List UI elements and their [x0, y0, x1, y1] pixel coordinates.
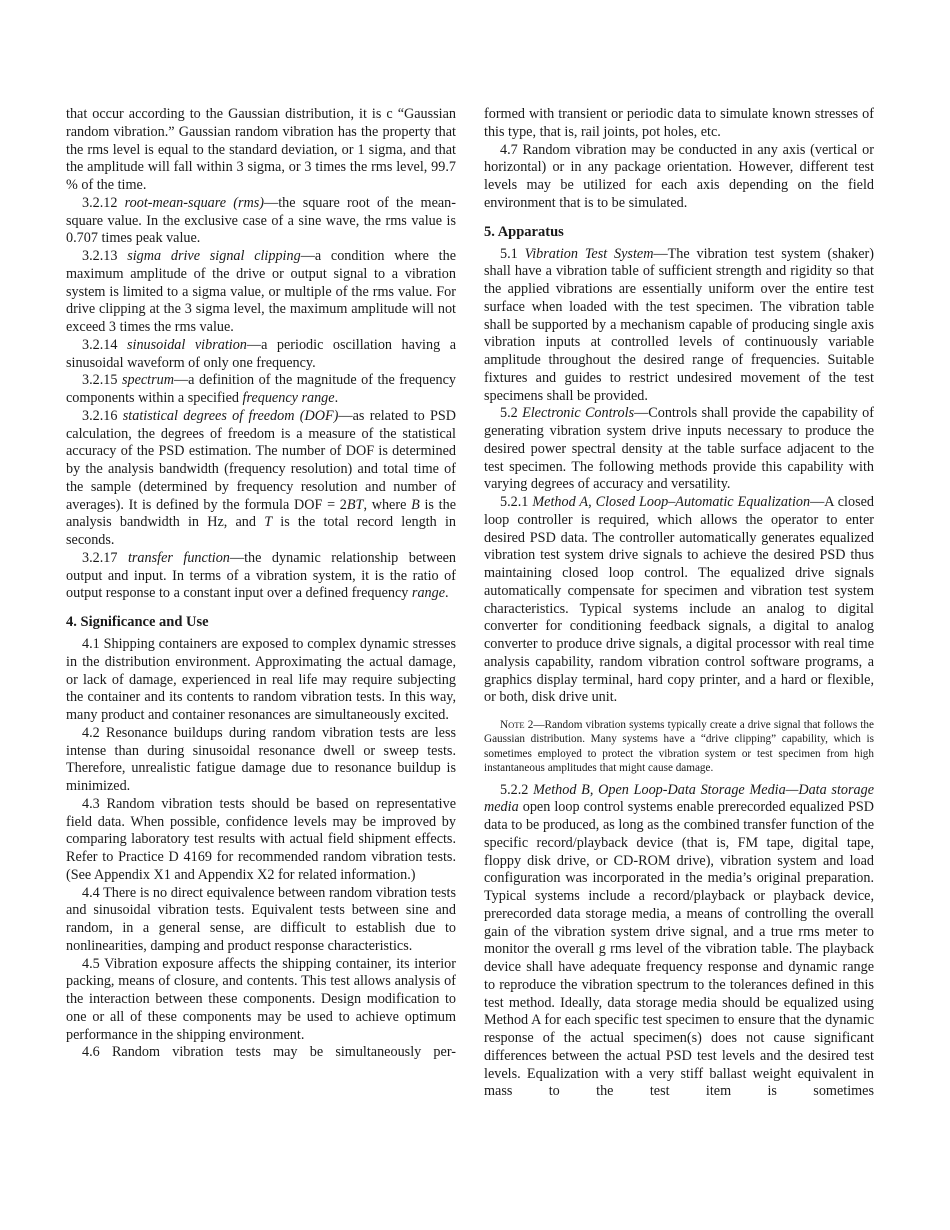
right-column [484, 106, 874, 1101]
paragraph-4-1: 4.1 Shipping containers are exposed to complex dynamic stresses in the distribution environment. Approximating the actual damage, or lack of damage, experienced in real life may require subjecting the container and its contents to random vibration tests. In this way, many product and container resonances are simultaneously excited. [66, 636, 456, 723]
paragraph-4-4: 4.4 There is no direct equivalence between random vibration tests and sinusoidal vibration tests. Equivalent tests between sine and random, in a general sense, are difficult to establish due to nonlinearities, damping and product response characteristics. [66, 884, 456, 954]
definition-number: 5.2.2 [500, 781, 529, 798]
punctuation: . [334, 390, 339, 406]
definition-term: transfer function [127, 549, 230, 566]
definition-number: 3.2.15 [82, 372, 118, 389]
definition-term: Method A, Closed Loop–Automatic Equalization [532, 494, 811, 510]
formula-variable: BT [346, 496, 364, 513]
note-text: 2—Random vibration systems typically create a drive signal that follows the Gaussian distribution. Many systems have a “drive clipping” capability, which is sometimes employed to protect the vibration system or test specimen from high instantaneous amplitudes that might cause damage. [484, 719, 874, 775]
definition-3-2-13 [66, 248, 456, 337]
definition-text: —a condition where the maximum amplitude of the drive or output signal to a vibration system is limited to a sigma value, or multiple of the rms value. For drive clipping at the 3 sigma level, the maximum amplitude will not exceed 3 times the rms value. [66, 248, 456, 335]
paragraph-3-2-11-continued: that occur according to the Gaussian distribution, it is c “Gaussian random vibration.” Gaussian random vibration has the property that the rms level is equal to the standard deviation, or 1 sigma, and that the amplitude will fall within 3 sigma, or 3 times the rms level, 99.7 % of the time. [66, 106, 456, 193]
definition-5-1 [484, 246, 874, 406]
paragraph-4-7: 4.7 Random vibration may be conducted in any axis (vertical or horizontal) or in any package orientation. However, different test levels may be utilized for each axis depending on the field environment that is to be simulated. [484, 141, 874, 211]
note-label-smallcaps: OTE [508, 720, 525, 730]
definition-text: —the dynamic relationship between output and input. In terms of a vibration system, it is the ratio of output response to a constant input over a defined frequency [66, 549, 457, 602]
note-label: N [500, 719, 509, 731]
definition-text: is the analysis bandwidth in Hz, and [66, 496, 456, 531]
definition-number: 3.2.12 [82, 194, 118, 211]
definition-number: 3.2.13 [82, 248, 118, 264]
definition-number: 3.2.17 [82, 549, 118, 566]
definition-term: sigma drive signal clipping [127, 248, 301, 264]
definition-5-2-1 [484, 494, 874, 707]
definition-term: Vibration Test System [524, 245, 654, 262]
definition-term: Electronic Controls [522, 405, 635, 422]
definition-3-2-14 [66, 337, 456, 373]
definition-text: —the square root of the mean-square value. In the exclusive case of a sine wave, the rms value is 0.707 times peak value. [66, 194, 456, 247]
definition-3-2-12 [66, 195, 456, 248]
definition-3-2-16 [66, 408, 456, 550]
definition-text: —a periodic oscillation having a sinusoidal waveform of only one frequency. [66, 336, 456, 371]
definition-text: —as related to PSD calculation, the degrees of freedom is a measure of the statistical accuracy of the PSD estimation. The number of DOF is determined by the analysis bandwidth (frequency resolution) and total time of the sample (determined by frequency resolution and number of averages). It is defined by the formula DOF = 2 [66, 407, 456, 513]
paragraph-4-5: 4.5 Vibration exposure affects the shipping container, its interior packing, means of closure, and contents. This test allows analysis of the interaction between these components. Design modification to one or all of these components may be used to achieve optimum performance in the shipping environment. [66, 955, 456, 1043]
definition-number: 5.2 [500, 405, 518, 422]
cross-reference-term: frequency range [242, 390, 335, 406]
formula-variable: T [264, 514, 273, 531]
definition-3-2-17 [66, 550, 456, 603]
definition-term: Method B, Open Loop-Data Storage Media—Data storage media [484, 781, 874, 816]
paragraph-4-3: 4.3 Random vibration tests should be based on representative field data. When possible, confidence levels may be improved by comparing laboratory test results with actual field shipment effects. Refer to Practice D 4169 for recommended random vibration tests. (See Appendix X1 and Appendix X2 for related information.) [66, 795, 456, 883]
formula-variable: B [411, 496, 420, 513]
definition-text: , where [363, 496, 412, 513]
paragraph-4-6: 4.6 Random vibration tests may be simultaneously per- [82, 1044, 456, 1061]
definition-text: —A closed loop controller is required, which allows the operator to enter desired PSD data. The controller automatically generates equalized vibration test system drive signals to achieve the desired PSD thus maintaining closed loop control. The equalized drive signals automatically compensate for specimen and vibration test system characteristics. Typical systems include an analog to digital converter for conditioning feedback signals, a digital to analog converter to produce drive signals, a digital processor with real time analysis capability, random vibration control software programs, a graphics display terminal, hard copy printer, and a hard or flexible, or both, disk drive unit. [484, 494, 874, 706]
definition-number: 5.1 [500, 245, 518, 262]
definition-5-2 [484, 405, 874, 494]
definition-text: —a definition of the magnitude of the frequency components within a specified [66, 372, 456, 406]
paragraph-4-2: 4.2 Resonance buildups during random vibration tests are less intense than during sinusoidal resonance dwell or sweep tests. Therefore, unrealistic fatigue damage due to resonance buildup is minimized. [66, 724, 456, 794]
definition-term: spectrum [121, 372, 174, 389]
definition-term: sinusoidal vibration [127, 336, 247, 353]
definition-number: 5.2.1 [500, 494, 529, 510]
definition-text: —The vibration test system (shaker) shall have a vibration table of sufficient strength and rigidity so that the applied vibrations are essentially uniform over the entire test surface when loaded with the test specimen. The vibration table shall be supported by a mechanism capable of producing single axis vibration inputs at controlled levels of continuously variable amplitude throughout the desired range of frequencies. Suitable fixtures and guides to restrict undesired movement of the test specimens shall be provided. [484, 245, 874, 404]
punctuation: . [445, 585, 449, 602]
left-column [66, 106, 456, 1062]
definition-term: root-mean-square (rms) [124, 194, 265, 211]
section-heading-significance-and-use: 4. Significance and Use [66, 614, 209, 630]
definition-number: 3.2.16 [82, 407, 118, 424]
paragraph-4-6-continued: formed with transient or periodic data to simulate known stresses of this type, that is, rail joints, pot holes, etc. [484, 106, 874, 140]
definition-text: is the total record length in seconds. [66, 514, 456, 548]
section-heading-apparatus: 5. Apparatus [484, 223, 564, 240]
definition-text: open loop control systems enable prerecorded equalized PSD data to be produced, as long as the combined transfer function of the specific record/playback device (that is, FM tape, digital tape, floppy disk drive, or CD-ROM drive), vibration system and load configuration was incorporated in the media’s original preparation. Typical systems include a record/playback or playback device, prerecorded data storage media, a means of controlling the overall gain of the vibration system drive signal, and a true rms meter to monitor the overall g rms level of the vibration table. The playback device shall have adequate frequency response and dynamic range to reproduce the vibration spectrum to the tolerances defined in this test method. Ideally, data storage media should be equalized using Method A for each specific test specimen to ensure that the dynamic response of the actual specimen(s) does not cause significant differences between the actual PSD test levels and the desired test levels. Equalization with a very stiff ballast weight equivalent in mass to the test item is sometimes [484, 799, 874, 1100]
definition-number: 3.2.14 [82, 336, 118, 353]
definition-term: statistical degrees of freedom (DOF) [122, 407, 339, 424]
note-2 [484, 718, 874, 776]
definition-3-2-15 [66, 372, 456, 408]
definition-text: —Controls shall provide the capability of generating vibration system drive inputs necessary to produce the desired power spectral density at the table surface adjacent to the test specimen. The following methods provide this capability with varying degrees of accuracy and versatility. [484, 405, 874, 493]
cross-reference-term: range [411, 585, 446, 602]
definition-5-2-2 [484, 782, 874, 1102]
